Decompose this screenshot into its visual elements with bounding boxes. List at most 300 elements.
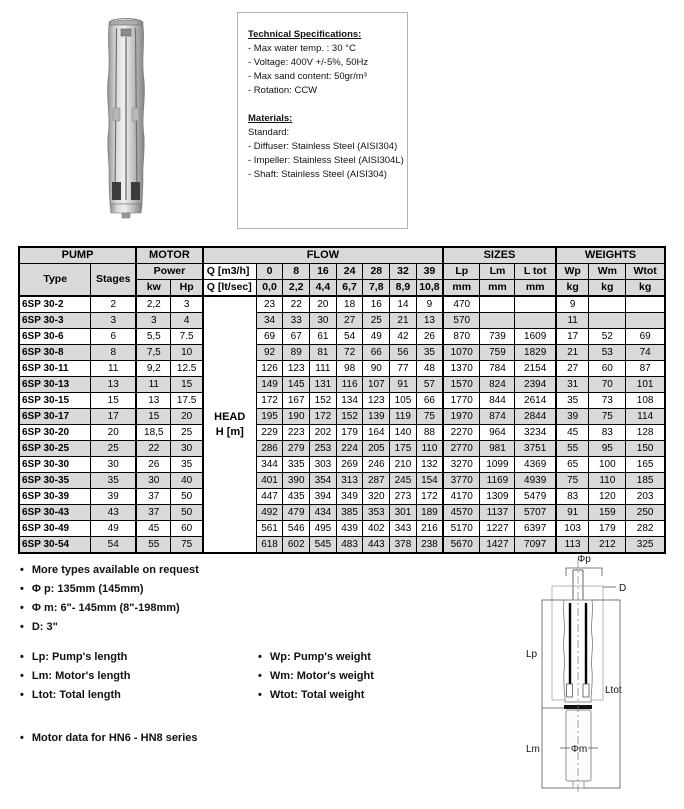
length-legend-list <box>20 651 130 708</box>
cell-pump-type: 6SP 30-43 <box>19 505 91 521</box>
cell-stages: 39 <box>91 489 136 505</box>
cell-head-q8: 190 <box>283 409 310 425</box>
cell-head-q24: 152 <box>336 409 363 425</box>
cell-wtot: 101 <box>626 377 665 393</box>
length-legend-item: • Ltot: Total length <box>20 689 130 701</box>
header-wp: Wp <box>556 264 589 280</box>
cell-head-q39: 216 <box>416 521 443 537</box>
cell-head-q8: 33 <box>283 313 310 329</box>
cell-power-hp: 50 <box>171 489 203 505</box>
cell-wp: 55 <box>556 441 589 457</box>
cell-wtot: 114 <box>626 409 665 425</box>
cell-pump-type: 6SP 30-30 <box>19 457 91 473</box>
cell-power-kw: 55 <box>136 537 171 554</box>
cell-stages: 17 <box>91 409 136 425</box>
unit-mm: mm <box>443 280 480 297</box>
general-note-item: • Φ m: 6"- 145mm (8"-198mm) <box>20 602 199 614</box>
cell-power-hp: 17.5 <box>171 393 203 409</box>
cell-ltot: 2614 <box>515 393 556 409</box>
cell-ltot: 2844 <box>515 409 556 425</box>
cell-head-q28: 123 <box>363 393 390 409</box>
cell-head-q28: 90 <box>363 361 390 377</box>
cell-pump-type: 6SP 30-20 <box>19 425 91 441</box>
cell-wm: 120 <box>589 489 626 505</box>
cell-wm: 212 <box>589 537 626 554</box>
cell-ltot <box>515 313 556 329</box>
cell-ltot: 4939 <box>515 473 556 489</box>
cell-pump-type: 6SP 30-25 <box>19 441 91 457</box>
cell-pump-type: 6SP 30-2 <box>19 296 91 313</box>
header-ltsec-3: 6,7 <box>336 280 363 297</box>
unit-mm: mm <box>515 280 556 297</box>
header-lm: Lm <box>480 264 515 280</box>
cell-wp: 17 <box>556 329 589 345</box>
cell-lm: 1099 <box>480 457 515 473</box>
cell-head-q32: 378 <box>390 537 417 554</box>
cell-head-q24: 483 <box>336 537 363 554</box>
cell-head-q8: 335 <box>283 457 310 473</box>
table-row <box>19 425 665 441</box>
cell-stages: 25 <box>91 441 136 457</box>
cell-head-q16: 81 <box>310 345 337 361</box>
cell-head-q24: 439 <box>336 521 363 537</box>
header-hp: Hp <box>171 280 203 297</box>
cell-wtot: 87 <box>626 361 665 377</box>
weight-legend-list <box>258 651 374 708</box>
cell-wm <box>589 296 626 313</box>
cell-head-q28: 353 <box>363 505 390 521</box>
cell-head-q39: 35 <box>416 345 443 361</box>
cell-head-q28: 139 <box>363 409 390 425</box>
cell-head-q24: 98 <box>336 361 363 377</box>
cell-lp: 1370 <box>443 361 480 377</box>
cell-wtot: 282 <box>626 521 665 537</box>
cell-stages: 13 <box>91 377 136 393</box>
cell-head-q8: 223 <box>283 425 310 441</box>
cell-head-q32: 245 <box>390 473 417 489</box>
cell-head-q8: 123 <box>283 361 310 377</box>
cell-wm <box>589 313 626 329</box>
cell-lp: 2270 <box>443 425 480 441</box>
table-row <box>19 377 665 393</box>
cell-power-kw: 30 <box>136 473 171 489</box>
cell-head-q28: 25 <box>363 313 390 329</box>
cell-pump-type: 6SP 30-17 <box>19 409 91 425</box>
cell-wp: 21 <box>556 345 589 361</box>
cell-pump-type: 6SP 30-54 <box>19 537 91 554</box>
header-flow-q24: 24 <box>336 264 363 280</box>
cell-stages: 43 <box>91 505 136 521</box>
cell-power-kw: 45 <box>136 521 171 537</box>
cell-head-q32: 175 <box>390 441 417 457</box>
cell-lp: 870 <box>443 329 480 345</box>
cell-head-q24: 269 <box>336 457 363 473</box>
diagram-label-phi-m: Φm <box>570 744 588 755</box>
specs-title: Technical Specifications: <box>248 29 362 40</box>
cell-head-q39: 75 <box>416 409 443 425</box>
cell-power-kw: 18,5 <box>136 425 171 441</box>
cell-wp: 103 <box>556 521 589 537</box>
cell-power-hp: 30 <box>171 441 203 457</box>
cell-lm: 1427 <box>480 537 515 554</box>
cell-wtot: 165 <box>626 457 665 473</box>
cell-head-q0: 23 <box>256 296 283 313</box>
cell-wtot <box>626 296 665 313</box>
cell-lp: 1970 <box>443 409 480 425</box>
cell-lp: 2770 <box>443 441 480 457</box>
table-row <box>19 296 665 313</box>
cell-head-q0: 401 <box>256 473 283 489</box>
group-header-motor: MOTOR <box>136 247 203 264</box>
cell-head-q16: 111 <box>310 361 337 377</box>
cell-head-q16: 61 <box>310 329 337 345</box>
cell-wm: 95 <box>589 441 626 457</box>
cell-head-q0: 195 <box>256 409 283 425</box>
header-ltsec-4: 7,8 <box>363 280 390 297</box>
header-stages: Stages <box>91 264 136 297</box>
dimension-diagram <box>520 550 684 805</box>
cell-head-q39: 154 <box>416 473 443 489</box>
cell-head-q8: 435 <box>283 489 310 505</box>
cell-stages: 3 <box>91 313 136 329</box>
general-note-item: • More types available on request <box>20 564 199 576</box>
pump-product-photo <box>102 16 150 220</box>
cell-head-q39: 48 <box>416 361 443 377</box>
cell-lm: 759 <box>480 345 515 361</box>
cell-wtot: 108 <box>626 393 665 409</box>
cell-pump-type: 6SP 30-35 <box>19 473 91 489</box>
cell-lp: 3770 <box>443 473 480 489</box>
cell-power-hp: 20 <box>171 409 203 425</box>
general-notes-list <box>20 564 199 640</box>
cell-power-hp: 75 <box>171 537 203 554</box>
cell-wp: 39 <box>556 409 589 425</box>
cell-ltot <box>515 296 556 313</box>
header-ltsec-0: 0,0 <box>256 280 283 297</box>
cell-wtot: 128 <box>626 425 665 441</box>
cell-lp: 5170 <box>443 521 480 537</box>
cell-stages: 8 <box>91 345 136 361</box>
cell-lm: 784 <box>480 361 515 377</box>
cell-head-q24: 116 <box>336 377 363 393</box>
header-ltsec-6: 10,8 <box>416 280 443 297</box>
cell-head-q0: 229 <box>256 425 283 441</box>
cell-head-q0: 492 <box>256 505 283 521</box>
cell-pump-type: 6SP 30-3 <box>19 313 91 329</box>
header-flow-q8: 8 <box>283 264 310 280</box>
cell-head-q39: 13 <box>416 313 443 329</box>
cell-head-q0: 172 <box>256 393 283 409</box>
cell-power-kw: 9,2 <box>136 361 171 377</box>
cell-head-q0: 344 <box>256 457 283 473</box>
cell-power-kw: 37 <box>136 505 171 521</box>
cell-power-hp: 15 <box>171 377 203 393</box>
cell-head-q24: 179 <box>336 425 363 441</box>
cell-wp: 11 <box>556 313 589 329</box>
header-q-ltsec: Q [lt/sec] <box>203 280 256 297</box>
cell-lm: 981 <box>480 441 515 457</box>
cell-head-q8: 22 <box>283 296 310 313</box>
cell-wp: 45 <box>556 425 589 441</box>
cell-wp: 83 <box>556 489 589 505</box>
header-flow-q32: 32 <box>390 264 417 280</box>
cell-power-kw: 7,5 <box>136 345 171 361</box>
cell-power-kw: 22 <box>136 441 171 457</box>
group-header-weights: WEIGHTS <box>556 247 665 264</box>
cell-lm: 739 <box>480 329 515 345</box>
header-power: Power <box>136 264 203 280</box>
cell-lm: 964 <box>480 425 515 441</box>
unit-kg: kg <box>589 280 626 297</box>
material-line: - Shaft: Stainless Steel (AISI304) <box>248 169 387 180</box>
cell-head-q0: 92 <box>256 345 283 361</box>
cell-head-q8: 546 <box>283 521 310 537</box>
cell-lm <box>480 313 515 329</box>
cell-head-q32: 77 <box>390 361 417 377</box>
cell-head-q0: 34 <box>256 313 283 329</box>
table-row <box>19 457 665 473</box>
cell-head-q8: 67 <box>283 329 310 345</box>
header-wm: Wm <box>589 264 626 280</box>
cell-head-q16: 20 <box>310 296 337 313</box>
unit-mm: mm <box>480 280 515 297</box>
cell-stages: 35 <box>91 473 136 489</box>
cell-wm: 52 <box>589 329 626 345</box>
cell-wm: 53 <box>589 345 626 361</box>
cell-head-q39: 57 <box>416 377 443 393</box>
cell-stages: 30 <box>91 457 136 473</box>
cell-head-q39: 9 <box>416 296 443 313</box>
cell-power-hp: 40 <box>171 473 203 489</box>
cell-lm: 1227 <box>480 521 515 537</box>
header-flow-q28: 28 <box>363 264 390 280</box>
cell-pump-type: 6SP 30-11 <box>19 361 91 377</box>
cell-lm: 824 <box>480 377 515 393</box>
cell-power-kw: 15 <box>136 409 171 425</box>
spec-line: - Max sand content: 50gr/m³ <box>248 71 367 82</box>
cell-head-q0: 126 <box>256 361 283 377</box>
cell-power-kw: 2,2 <box>136 296 171 313</box>
cell-head-q32: 21 <box>390 313 417 329</box>
cell-head-q32: 119 <box>390 409 417 425</box>
cell-power-hp: 3 <box>171 296 203 313</box>
spec-line: - Voltage: 400V +/-5%, 50Hz <box>248 57 369 68</box>
header-ltsec-5: 8,9 <box>390 280 417 297</box>
pump-data-table <box>18 246 666 554</box>
weight-legend-item: • Wm: Motor's weight <box>258 670 374 682</box>
cell-head-q28: 287 <box>363 473 390 489</box>
cell-ltot: 7097 <box>515 537 556 554</box>
header-flow-q0: 0 <box>256 264 283 280</box>
diagram-label-lp: Lp <box>526 649 538 660</box>
cell-wm: 179 <box>589 521 626 537</box>
cell-lp: 1570 <box>443 377 480 393</box>
cell-head-q39: 110 <box>416 441 443 457</box>
weight-legend-item: • Wp: Pump's weight <box>258 651 374 663</box>
cell-lp: 570 <box>443 313 480 329</box>
cell-head-q16: 545 <box>310 537 337 554</box>
cell-head-q24: 349 <box>336 489 363 505</box>
cell-wm: 75 <box>589 409 626 425</box>
cell-lp: 470 <box>443 296 480 313</box>
cell-stages: 6 <box>91 329 136 345</box>
table-row <box>19 329 665 345</box>
cell-lm: 874 <box>480 409 515 425</box>
header-type: Type <box>19 264 91 297</box>
cell-head-q16: 253 <box>310 441 337 457</box>
cell-head-q32: 140 <box>390 425 417 441</box>
cell-head-q24: 313 <box>336 473 363 489</box>
cell-wp: 9 <box>556 296 589 313</box>
cell-ltot: 2394 <box>515 377 556 393</box>
cell-lp: 4570 <box>443 505 480 521</box>
cell-head-q39: 189 <box>416 505 443 521</box>
cell-head-q28: 66 <box>363 345 390 361</box>
cell-head-q32: 42 <box>390 329 417 345</box>
cell-head-q32: 301 <box>390 505 417 521</box>
cell-lm: 844 <box>480 393 515 409</box>
cell-power-hp: 60 <box>171 521 203 537</box>
cell-wm: 159 <box>589 505 626 521</box>
cell-pump-type: 6SP 30-15 <box>19 393 91 409</box>
cell-wtot <box>626 313 665 329</box>
cell-wp: 35 <box>556 393 589 409</box>
cell-wp: 27 <box>556 361 589 377</box>
general-note-item: • D: 3" <box>20 621 199 633</box>
cell-lp: 4170 <box>443 489 480 505</box>
cell-head-q24: 72 <box>336 345 363 361</box>
cell-power-hp: 4 <box>171 313 203 329</box>
cell-ltot: 2154 <box>515 361 556 377</box>
cell-head-q24: 18 <box>336 296 363 313</box>
cell-head-q28: 320 <box>363 489 390 505</box>
cell-wp: 113 <box>556 537 589 554</box>
cell-stages: 11 <box>91 361 136 377</box>
spec-line: - Rotation: CCW <box>248 85 318 96</box>
table-row <box>19 393 665 409</box>
cell-head-q16: 495 <box>310 521 337 537</box>
group-header-sizes: SIZES <box>443 247 556 264</box>
cell-power-hp: 10 <box>171 345 203 361</box>
cell-head-q32: 210 <box>390 457 417 473</box>
cell-head-q28: 16 <box>363 296 390 313</box>
cell-pump-type: 6SP 30-6 <box>19 329 91 345</box>
header-flow-q16: 16 <box>310 264 337 280</box>
cell-wp: 91 <box>556 505 589 521</box>
cell-head-q32: 343 <box>390 521 417 537</box>
cell-head-q28: 205 <box>363 441 390 457</box>
cell-stages: 20 <box>91 425 136 441</box>
cell-head-q28: 107 <box>363 377 390 393</box>
cell-wp: 31 <box>556 377 589 393</box>
cell-power-hp: 7.5 <box>171 329 203 345</box>
cell-head-q28: 402 <box>363 521 390 537</box>
cell-head-q16: 202 <box>310 425 337 441</box>
table-row <box>19 361 665 377</box>
cell-head-q16: 354 <box>310 473 337 489</box>
cell-pump-type: 6SP 30-8 <box>19 345 91 361</box>
cell-head-q16: 30 <box>310 313 337 329</box>
header-q-m3h: Q [m3/h] <box>203 264 256 280</box>
cell-ltot: 3234 <box>515 425 556 441</box>
cell-head-q8: 167 <box>283 393 310 409</box>
length-legend-item: • Lp: Pump's length <box>20 651 130 663</box>
cell-head-q0: 69 <box>256 329 283 345</box>
cell-head-q8: 279 <box>283 441 310 457</box>
cell-stages: 15 <box>91 393 136 409</box>
cell-wtot: 325 <box>626 537 665 554</box>
cell-head-q0: 149 <box>256 377 283 393</box>
diagram-label-d: D <box>619 583 627 594</box>
cell-head-q8: 89 <box>283 345 310 361</box>
header-kw: kw <box>136 280 171 297</box>
table-row <box>19 473 665 489</box>
diagram-label-phi-p: Φp <box>577 554 591 565</box>
cell-lm: 1169 <box>480 473 515 489</box>
cell-wm: 73 <box>589 393 626 409</box>
cell-head-q0: 447 <box>256 489 283 505</box>
cell-head-q39: 238 <box>416 537 443 554</box>
cell-head-q0: 618 <box>256 537 283 554</box>
cell-head-q28: 246 <box>363 457 390 473</box>
cell-head-q16: 172 <box>310 409 337 425</box>
cell-lm <box>480 296 515 313</box>
cell-power-kw: 13 <box>136 393 171 409</box>
header-ltsec-2: 4,4 <box>310 280 337 297</box>
cell-power-kw: 37 <box>136 489 171 505</box>
table-row <box>19 313 665 329</box>
cell-head-q0: 561 <box>256 521 283 537</box>
cell-lp: 5670 <box>443 537 480 554</box>
cell-wtot: 250 <box>626 505 665 521</box>
cell-stages: 2 <box>91 296 136 313</box>
length-legend-item: • Lm: Motor's length <box>20 670 130 682</box>
cell-ltot: 5479 <box>515 489 556 505</box>
cell-ltot: 1829 <box>515 345 556 361</box>
material-line: - Diffuser: Stainless Steel (AISI304) <box>248 141 398 152</box>
cell-power-kw: 3 <box>136 313 171 329</box>
cell-head-q28: 164 <box>363 425 390 441</box>
cell-ltot: 1609 <box>515 329 556 345</box>
cell-head-q24: 224 <box>336 441 363 457</box>
cell-ltot: 6397 <box>515 521 556 537</box>
header-flow-q39: 39 <box>416 264 443 280</box>
header-ltsec-1: 2,2 <box>283 280 310 297</box>
cell-wtot: 69 <box>626 329 665 345</box>
cell-power-kw: 26 <box>136 457 171 473</box>
group-header-row <box>19 247 665 264</box>
cell-head-q8: 479 <box>283 505 310 521</box>
cell-head-q16: 394 <box>310 489 337 505</box>
subheader-row <box>19 264 665 280</box>
motor-data-note: • Motor data for HN6 - HN8 series <box>20 732 198 744</box>
cell-head-q32: 105 <box>390 393 417 409</box>
cell-head-q39: 26 <box>416 329 443 345</box>
cell-lp: 3270 <box>443 457 480 473</box>
cell-power-kw: 5,5 <box>136 329 171 345</box>
cell-wtot: 74 <box>626 345 665 361</box>
cell-wtot: 150 <box>626 441 665 457</box>
cell-stages: 49 <box>91 521 136 537</box>
cell-power-hp: 25 <box>171 425 203 441</box>
cell-head-q16: 303 <box>310 457 337 473</box>
cell-head-q28: 443 <box>363 537 390 554</box>
material-line: - Impeller: Stainless Steel (AISI304L) <box>248 155 404 166</box>
material-line: Standard: <box>248 127 290 138</box>
cell-lp: 1770 <box>443 393 480 409</box>
cell-power-kw: 11 <box>136 377 171 393</box>
cell-pump-type: 6SP 30-39 <box>19 489 91 505</box>
